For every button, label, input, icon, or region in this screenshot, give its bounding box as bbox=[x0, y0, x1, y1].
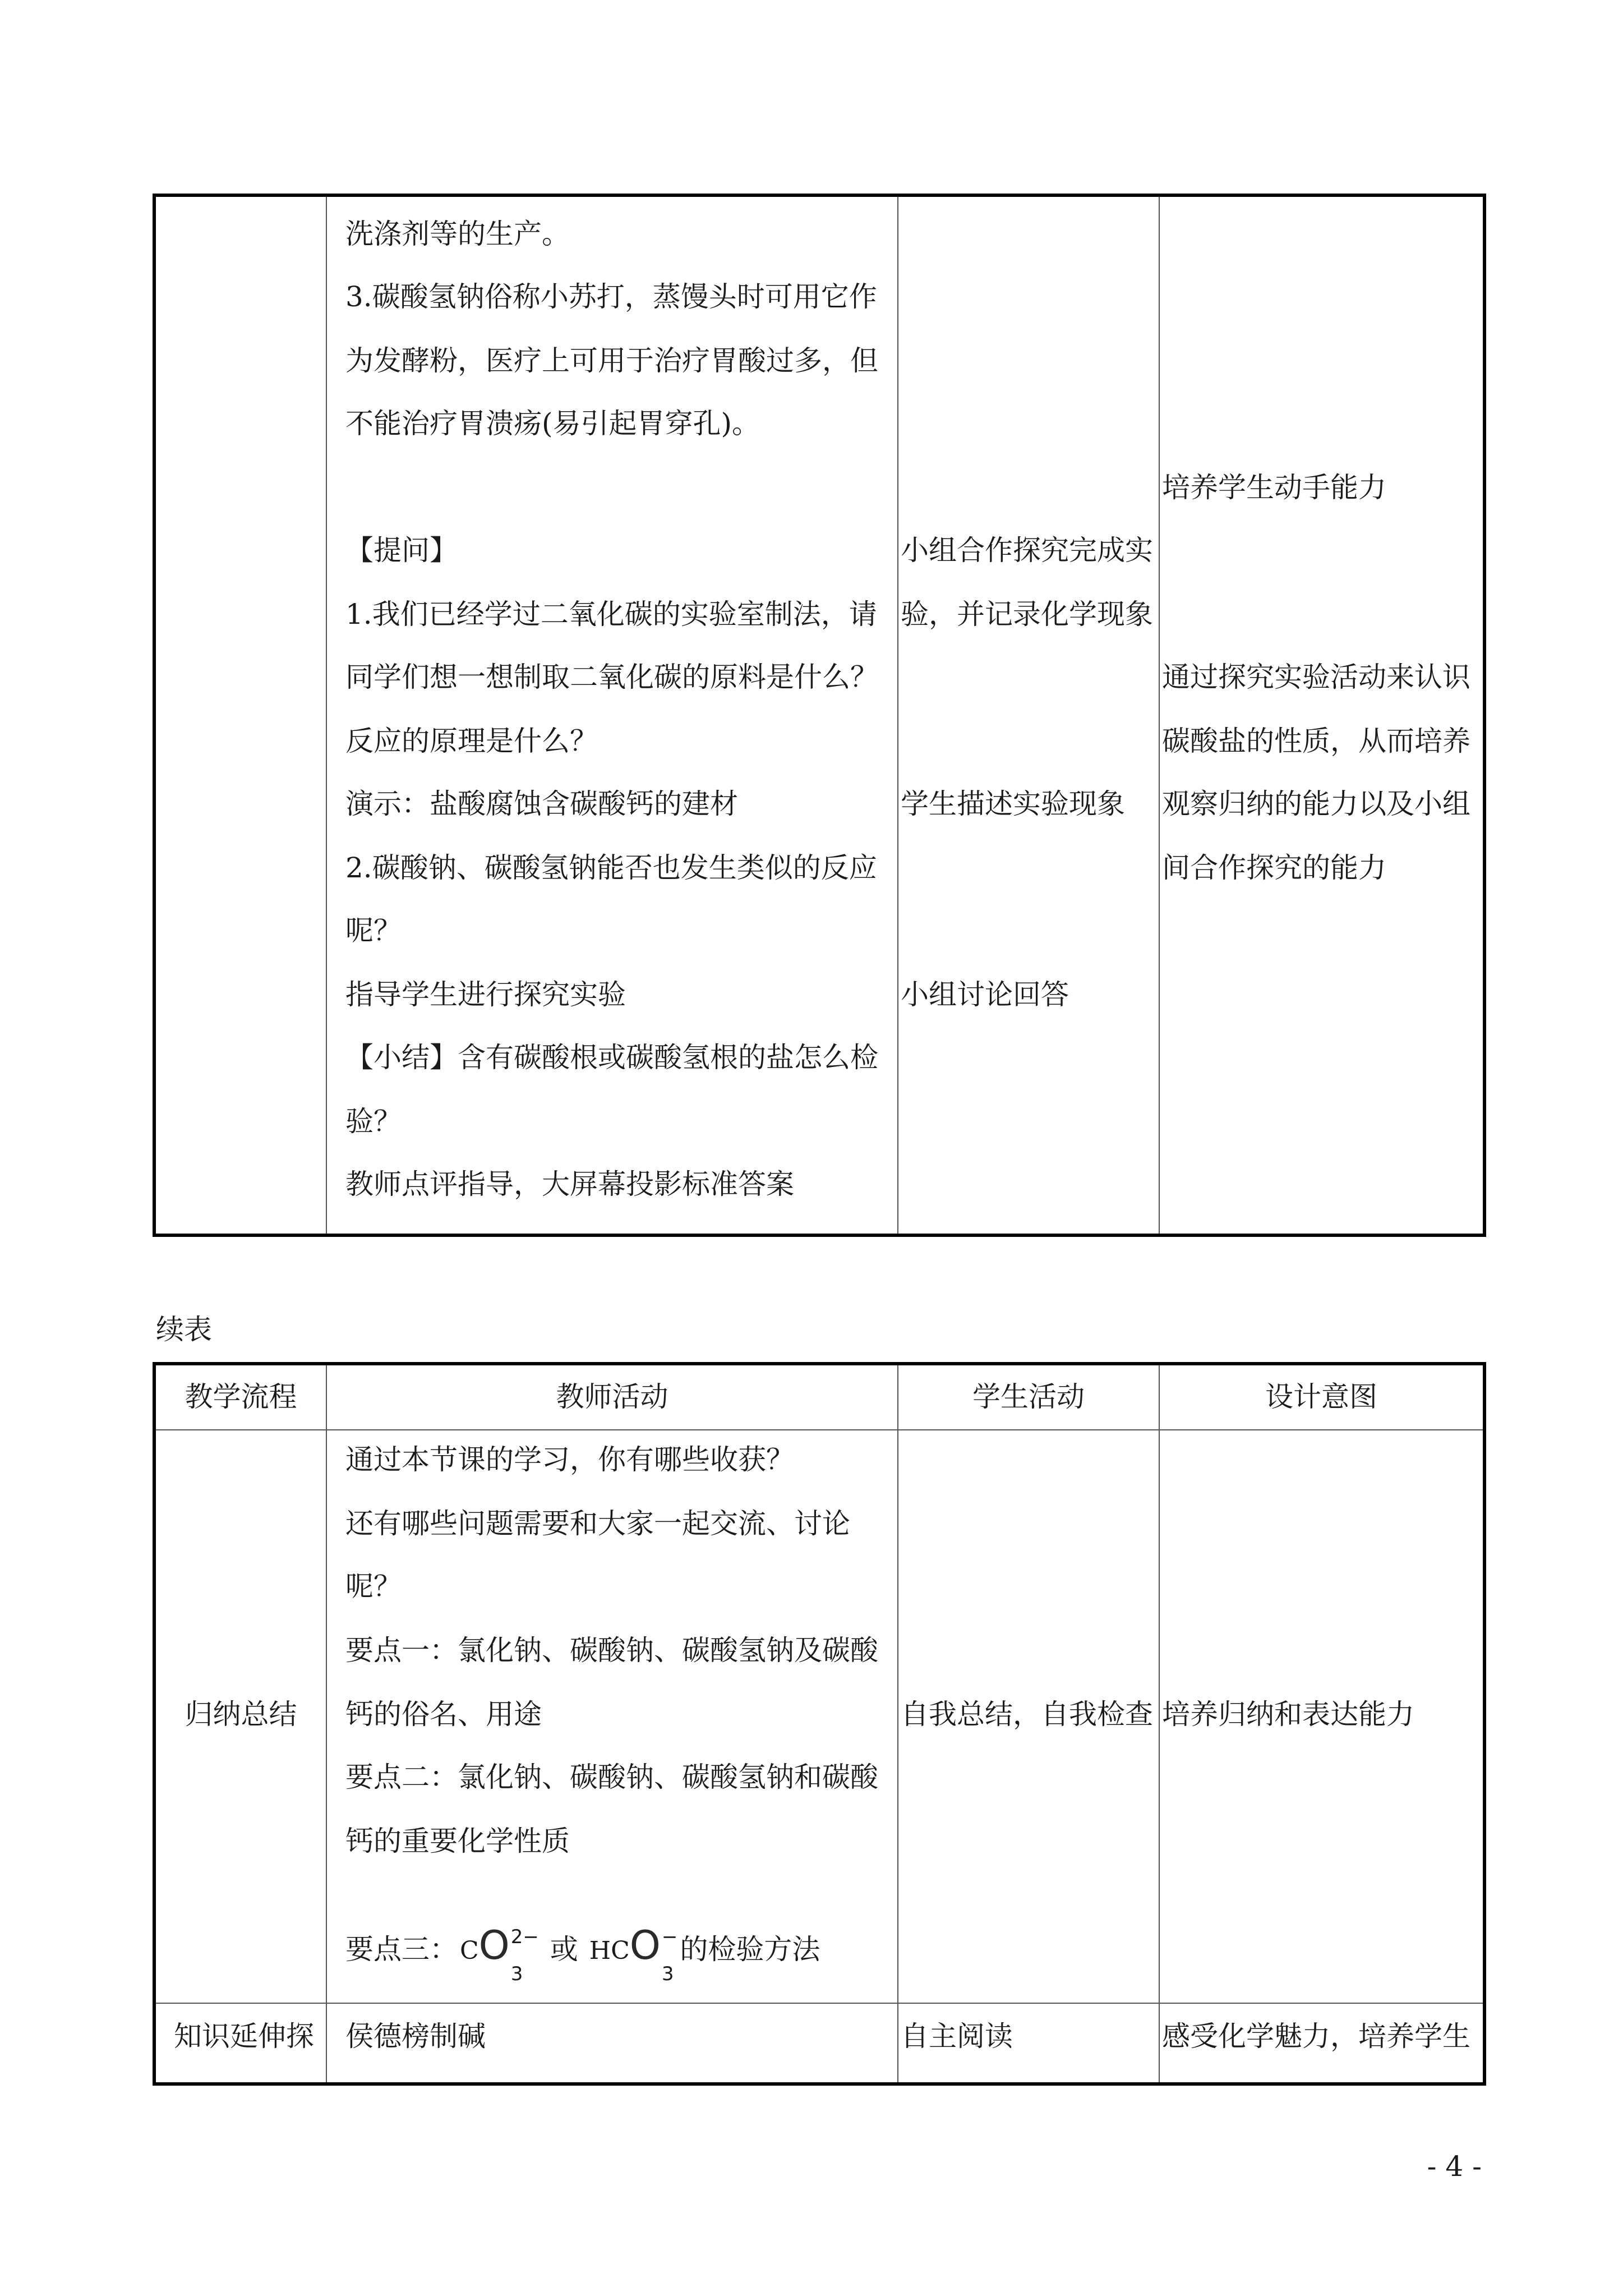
text-line: 反应的原理是什么？ bbox=[345, 725, 598, 757]
column-divider bbox=[326, 197, 327, 1234]
column-divider bbox=[1159, 197, 1160, 1234]
design-intent-text: 培养归纳和表达能力 bbox=[1162, 1698, 1414, 1731]
text-line: 钙的俗名、用途 bbox=[345, 1698, 542, 1731]
text-line: 不能治疗胃溃疡(易引起胃穿孔)。 bbox=[345, 407, 760, 440]
student-activity-text: 自主阅读 bbox=[901, 2020, 1013, 2053]
row-divider bbox=[156, 1429, 1483, 1430]
column-divider bbox=[326, 1365, 327, 2082]
header-teacher: 教师活动 bbox=[556, 1381, 668, 1413]
text-line: 教师点评指导，大屏幕投影标准答案 bbox=[345, 1168, 794, 1200]
table-caption: 续表 bbox=[156, 1313, 212, 1346]
text-line: 还有哪些问题需要和大家一起交流、讨论 bbox=[345, 1507, 850, 1540]
text-line: 验？ bbox=[345, 1105, 402, 1138]
carbonate-ion-formula: C O 2− 3 bbox=[460, 1922, 539, 1985]
text-line: 1.我们已经学过二氧化碳的实验室制法，请 bbox=[345, 598, 877, 631]
design-intent-text: 感受化学魅力，培养学生 bbox=[1162, 2020, 1470, 2053]
lesson-table-continued bbox=[153, 194, 1486, 1237]
lesson-table bbox=[153, 1362, 1486, 2086]
row-divider bbox=[156, 2003, 1483, 2004]
text-line: 3.碳酸氢钠俗称小苏打，蒸馒头时可用它作 bbox=[345, 280, 877, 313]
text-line: 【小结】含有碳酸根或碳酸氢根的盐怎么检 bbox=[345, 1041, 878, 1074]
text-line: 指导学生进行探究实验 bbox=[345, 978, 626, 1011]
header-design: 设计意图 bbox=[1265, 1381, 1377, 1413]
teacher-activity-text: 侯德榜制碱 bbox=[345, 2020, 486, 2053]
text-line: 小组讨论回答 bbox=[901, 978, 1069, 1011]
text-line: 碳酸盐的性质，从而培养 bbox=[1162, 725, 1470, 757]
text-line: 呢？ bbox=[345, 1570, 402, 1603]
text-line: 学生描述实验现象 bbox=[901, 788, 1125, 820]
text-line: 【提问】 bbox=[345, 534, 458, 567]
text-line: 为发酵粉，医疗上可用于治疗胃酸过多，但 bbox=[345, 344, 878, 377]
stage-label: 归纳总结 bbox=[185, 1698, 297, 1731]
text-line: 验，并记录化学现象 bbox=[901, 598, 1153, 631]
text-line: 观察归纳的能力以及小组 bbox=[1162, 788, 1470, 820]
text-line: 小组合作探究完成实 bbox=[901, 534, 1153, 567]
page-number: - 4 - bbox=[1427, 2150, 1482, 2183]
text-line: 要点一：氯化钠、碳酸钠、碳酸氢钠及碳酸 bbox=[345, 1634, 878, 1667]
bicarbonate-ion-formula: HC O − 3 bbox=[589, 1922, 678, 1985]
point-three-prefix: 要点三： bbox=[345, 1933, 458, 1966]
text-line: 间合作探究的能力 bbox=[1162, 852, 1386, 884]
stage-label: 知识延伸探 bbox=[174, 2020, 314, 2053]
column-divider bbox=[1159, 1365, 1160, 2082]
text-line: 通过探究实验活动来认识 bbox=[1162, 661, 1470, 693]
text-line: 培养学生动手能力 bbox=[1162, 471, 1386, 504]
text-line: 同学们想一想制取二氧化碳的原料是什么？ bbox=[345, 661, 878, 693]
student-activity-text: 自我总结，自我检查 bbox=[901, 1698, 1153, 1731]
text-line: 通过本节课的学习，你有哪些收获？ bbox=[345, 1443, 794, 1476]
text-line: 2.碳酸钠、碳酸氢钠能否也发生类似的反应 bbox=[345, 852, 877, 884]
text-line: 演示：盐酸腐蚀含碳酸钙的建材 bbox=[345, 788, 738, 820]
column-divider bbox=[897, 1365, 898, 2082]
header-stage: 教学流程 bbox=[185, 1381, 297, 1413]
point-three-line: 要点三： C O 2− 3 或 HC O − 3 的检验方法 bbox=[345, 1922, 820, 1985]
text-line: 钙的重要化学性质 bbox=[345, 1825, 570, 1857]
header-student: 学生活动 bbox=[972, 1381, 1085, 1413]
text-line: 要点二：氯化钠、碳酸钠、碳酸氢钠和碳酸 bbox=[345, 1761, 878, 1793]
text-line: 洗涤剂等的生产。 bbox=[345, 218, 570, 250]
column-divider bbox=[897, 197, 898, 1234]
text-line: 呢？ bbox=[345, 914, 402, 947]
